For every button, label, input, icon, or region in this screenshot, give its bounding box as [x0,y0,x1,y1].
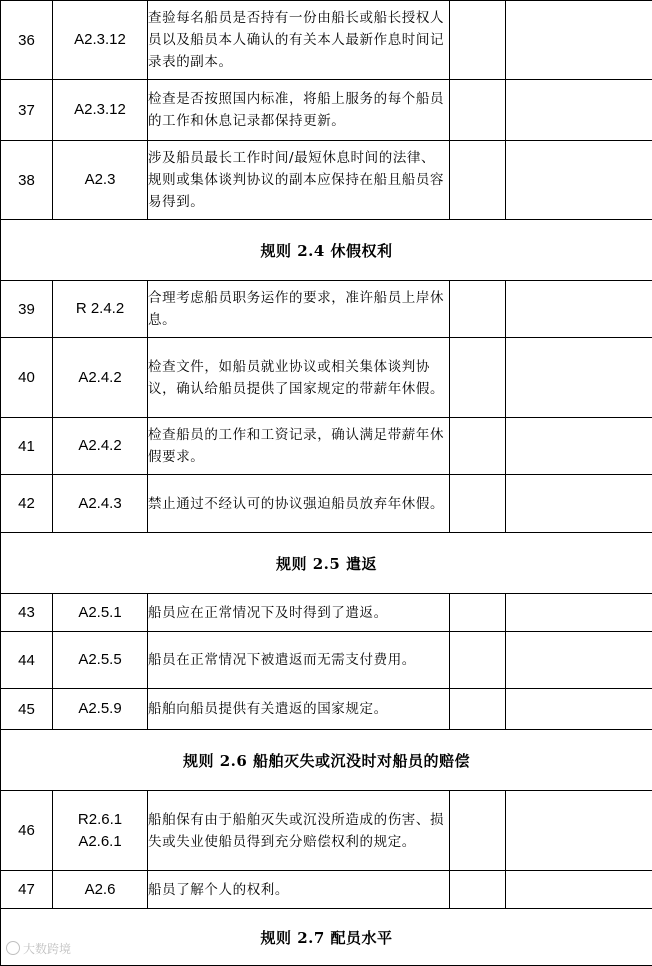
result-cell [450,475,506,533]
remarks-cell [506,338,652,418]
table-row [1,632,652,689]
remarks-cell [506,418,652,475]
inspection-requirement: 船舶保有由于船舶灭失或沉没所造成的伤害、损失或失业使船员得到充分赔偿权利的规定。 [148,791,450,871]
regulation-code: A2.3 [53,169,147,191]
result-cell [450,689,506,730]
regulation-code: A2.4.3 [53,493,147,515]
inspection-requirement: 船员了解个人的权利。 [148,871,450,909]
regulation-code-cell [53,632,148,689]
result-cell [450,338,506,418]
item-number: 46 [1,791,53,871]
regulation-code: A2.5.1 [53,602,147,624]
item-number: 40 [1,338,53,418]
remarks-cell [506,594,652,632]
regulation-code: A2.5.9 [53,698,147,720]
table-row [1,141,652,220]
regulation-code: A2.6.1 [53,831,147,853]
inspection-requirement: 检查是否按照国内标准，将船上服务的每个船员的工作和休息记录都保持更新。 [148,80,450,141]
regulation-code-cell [53,338,148,418]
item-number: 47 [1,871,53,909]
table-row [1,871,652,909]
item-number: 42 [1,475,53,533]
table-row [1,418,652,475]
result-cell [450,80,506,141]
result-cell [450,1,506,80]
remarks-cell [506,141,652,220]
section-title: 规则 2.6 船舶灭失或沉没时对船员的赔偿 [1,730,652,791]
regulation-code: A2.5.5 [53,649,147,671]
table-row [1,594,652,632]
table-row [1,338,652,418]
regulation-code-cell [53,281,148,338]
regulation-code-cell [53,80,148,141]
inspection-requirement: 船舶向船员提供有关遣返的国家规定。 [148,689,450,730]
result-cell [450,281,506,338]
item-number: 41 [1,418,53,475]
watermark-text: 大数跨境 [23,942,71,956]
inspection-requirement: 禁止通过不经认可的协议强迫船员放弃年休假。 [148,475,450,533]
regulation-code: A2.4.2 [53,367,147,389]
regulation-code-cell [53,689,148,730]
result-cell [450,594,506,632]
checklist-body [1,1,652,966]
section-header-row [1,533,652,594]
regulation-code-cell [53,1,148,80]
section-header-row [1,220,652,281]
regulation-code: A2.6 [53,879,147,901]
watermark [6,940,71,957]
result-cell [450,791,506,871]
remarks-cell [506,791,652,871]
regulation-code: A2.3.12 [53,99,147,121]
inspection-requirement: 合理考虑船员职务运作的要求，准许船员上岸休息。 [148,281,450,338]
remarks-cell [506,632,652,689]
table-row [1,281,652,338]
inspection-requirement: 检查文件，如船员就业协议或相关集体谈判协议，确认给船员提供了国家规定的带薪年休假。 [148,338,450,418]
remarks-cell [506,689,652,730]
result-cell [450,418,506,475]
section-header-row [1,730,652,791]
item-number: 39 [1,281,53,338]
watermark-logo-icon [6,941,20,955]
section-title: 规则 2.4 休假权利 [1,220,652,281]
item-number: 37 [1,80,53,141]
remarks-cell [506,871,652,909]
table-row [1,689,652,730]
regulation-code-cell [53,141,148,220]
inspection-requirement: 涉及船员最长工作时间/最短休息时间的法律、规则或集体谈判协议的副本应保持在船且船员容易得到。 [148,141,450,220]
regulation-code: A2.4.2 [53,435,147,457]
table-row [1,791,652,871]
item-number: 43 [1,594,53,632]
inspection-requirement: 查验每名船员是否持有一份由船长或船长授权人员以及船员本人确认的有关本人最新作息时间记录表的副本。 [148,1,450,80]
regulation-code-cell [53,418,148,475]
regulation-code: R 2.4.2 [53,298,147,320]
remarks-cell [506,1,652,80]
section-title: 规则 2.5 遣返 [1,533,652,594]
inspection-requirement: 船员在正常情况下被遣返而无需支付费用。 [148,632,450,689]
section-header-row [1,909,652,966]
item-number: 36 [1,1,53,80]
result-cell [450,141,506,220]
item-number: 45 [1,689,53,730]
table-row [1,475,652,533]
remarks-cell [506,281,652,338]
regulation-code-cell [53,594,148,632]
remarks-cell [506,80,652,141]
inspection-requirement: 检查船员的工作和工资记录，确认满足带薪年休假要求。 [148,418,450,475]
result-cell [450,871,506,909]
regulation-code: R2.6.1 [53,809,147,831]
table-row [1,1,652,80]
table-row [1,80,652,141]
item-number: 44 [1,632,53,689]
regulation-code: A2.3.12 [53,29,147,51]
inspection-requirement: 船员应在正常情况下及时得到了遣返。 [148,594,450,632]
result-cell [450,632,506,689]
regulation-code-cell [53,791,148,871]
regulation-code-cell [53,475,148,533]
remarks-cell [506,475,652,533]
item-number: 38 [1,141,53,220]
section-title: 规则 2.7 配员水平 [1,909,652,966]
regulation-code-cell [53,871,148,909]
